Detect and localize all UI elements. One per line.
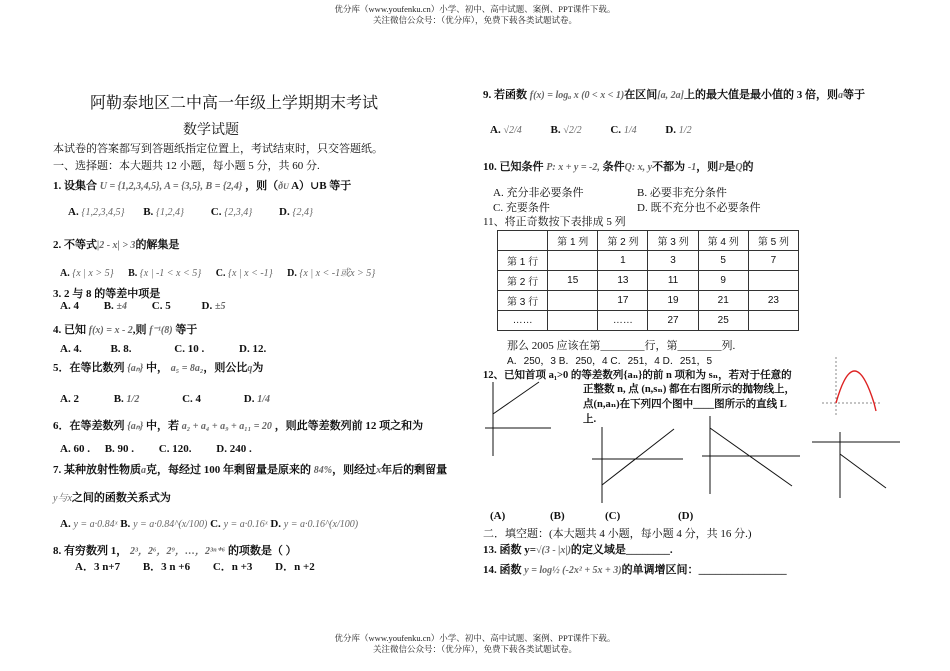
q10-math4: P bbox=[718, 162, 725, 173]
q8-math: 2³，2⁶，2⁹，…，2³ⁿ⁺⁶ bbox=[130, 546, 226, 557]
exam-title: 阿勒泰地区二中高一年级上学期期末考试 bbox=[90, 95, 379, 112]
q3-option-b-label: B. bbox=[103, 300, 114, 312]
q4-option-c: C. 10 . bbox=[174, 343, 205, 355]
header-line-2: 关注微信公众号：（优分库），免费下载各类试题试卷。 bbox=[372, 15, 577, 25]
table-cell bbox=[498, 231, 548, 251]
q2-option-c: {x | x < -1} bbox=[227, 268, 273, 279]
footer-line-1: 优分库（www.youfenku.cn）小学、初中、高中试题、案例、PPT课件下载。 bbox=[334, 633, 616, 643]
table-cell: 第 3 行 bbox=[498, 291, 548, 311]
table-cell bbox=[748, 271, 798, 291]
q6-math2: a₂ + a₄ + a₉ + a₁₁ = 20 bbox=[181, 421, 272, 432]
complement-symbol: ð bbox=[278, 181, 284, 192]
q1-options bbox=[68, 206, 313, 218]
q6-tail2: ，则此等差数列前 12 项之和为 bbox=[274, 420, 424, 432]
q5-tail2: ，则公比 bbox=[203, 362, 248, 374]
q10-prompt: 10. 已知条件 bbox=[483, 161, 544, 173]
table-row bbox=[498, 311, 799, 331]
q5-option-b-label: B. bbox=[113, 393, 124, 405]
q10-tail5: 的 bbox=[742, 161, 754, 173]
q9-option-c-label: C. bbox=[610, 124, 622, 136]
q1-option-a-label: A. bbox=[68, 206, 79, 218]
graph-a bbox=[483, 380, 553, 458]
q2-option-b-label: B. bbox=[128, 268, 138, 279]
table-cell: 第 5 列 bbox=[748, 231, 798, 251]
q4-tail2: 等于 bbox=[175, 324, 198, 336]
table-cell: 第 2 行 bbox=[498, 271, 548, 291]
q9-option-b: √2/2 bbox=[563, 125, 582, 136]
q10-tail3: ，则 bbox=[696, 161, 719, 173]
q7-tail2: ，则经过 bbox=[332, 464, 377, 476]
q7-tail3: 年后的剩留量 bbox=[381, 464, 448, 476]
graph-label-a: (A) bbox=[490, 510, 506, 522]
odd-number-table bbox=[497, 230, 799, 331]
q12-line-c: 点(n,aₙ)在下列四个图中____图所示的直线 L bbox=[583, 399, 787, 410]
q9-option-c: 1/4 bbox=[623, 125, 637, 136]
q5-option-a: A. 2 bbox=[60, 393, 79, 405]
q6-option-d: D. 240 . bbox=[216, 443, 252, 455]
q8-option-c: C．n +3 bbox=[212, 561, 253, 573]
table-cell: …… bbox=[498, 311, 548, 331]
table-cell: 第 3 列 bbox=[648, 231, 698, 251]
q10-option-c: C. 充要条件 bbox=[493, 202, 550, 214]
q5-option-d: 1/4 bbox=[257, 394, 271, 405]
q14-tail: 的单调增区间： bbox=[621, 564, 699, 576]
table-cell bbox=[548, 251, 598, 271]
q12-line-d: 上. bbox=[583, 414, 597, 425]
table-cell: 5 bbox=[698, 251, 748, 271]
table-cell: 23 bbox=[748, 291, 798, 311]
q9-tail2: 上的最大值是最小值的 3 倍，则 bbox=[683, 89, 838, 101]
q5-math3: q bbox=[247, 363, 253, 374]
q6-option-c: C. 120. bbox=[158, 443, 192, 455]
table-cell: 3 bbox=[648, 251, 698, 271]
q2-option-a-label: A. bbox=[60, 268, 70, 279]
q4-math2: f⁻¹(8) bbox=[149, 325, 173, 336]
table-cell: 第 1 行 bbox=[498, 251, 548, 271]
q1-option-b: {1,2,4} bbox=[156, 207, 185, 218]
q2-options bbox=[60, 264, 375, 279]
q8-option-a: A．3 n+7 bbox=[75, 561, 121, 573]
q5-tail3: 为 bbox=[252, 362, 264, 374]
q4-option-a: A. 4. bbox=[60, 343, 82, 355]
q9-math: f(x) = logₐ x (0 < x < 1) bbox=[529, 90, 625, 101]
q6-options bbox=[60, 443, 252, 455]
q4-options bbox=[60, 343, 266, 355]
question-9 bbox=[483, 86, 865, 102]
q10-math5: Q bbox=[735, 162, 743, 173]
q1-tail: ，则（ bbox=[245, 180, 279, 192]
q7-option-d: y = a·0.16^(x/100) bbox=[283, 519, 359, 530]
q5-math: {aₙ} bbox=[127, 363, 144, 374]
question-7 bbox=[53, 461, 447, 477]
table-cell: 7 bbox=[748, 251, 798, 271]
q6-prompt: 6．在等差数列 bbox=[53, 420, 125, 432]
q9-option-a: √2/4 bbox=[503, 125, 522, 136]
q7-var-y: y bbox=[53, 493, 58, 504]
q3-option-c: C. 5 bbox=[151, 300, 171, 312]
question-6 bbox=[53, 417, 423, 433]
question-11: 11、将正奇数按下表排成 5 列 bbox=[483, 216, 626, 228]
q1-option-b-label: B. bbox=[143, 206, 154, 218]
table-cell: 11 bbox=[648, 271, 698, 291]
exam-subtitle: 数学试题 bbox=[183, 123, 239, 138]
q6-math: {aₙ} bbox=[127, 421, 144, 432]
q2-option-b: {x | -1 < x < 5} bbox=[139, 268, 202, 279]
graph-b bbox=[590, 425, 685, 505]
q3-option-d: ±5 bbox=[214, 301, 226, 312]
q1-option-a: {1,2,3,4,5} bbox=[81, 207, 125, 218]
q5-math2: a₅ = 8a₂ bbox=[170, 363, 204, 374]
footer-line-2: 关注微信公众号：（优分库），免费下载各类试题试卷。 bbox=[372, 644, 577, 654]
graph-label-b: (B) bbox=[550, 510, 565, 522]
q2-prompt: 2. 不等式 bbox=[53, 239, 97, 251]
q11-options: A．250，3 B．250，4 C．251，4 D．251，5 bbox=[507, 356, 713, 367]
q8-option-b: B．3 n +6 bbox=[142, 561, 191, 573]
q7-math3: x bbox=[376, 465, 382, 476]
q10-option-a: A. 充分非必要条件 bbox=[493, 187, 584, 199]
header-line-1: 优分库（www.youfenku.cn）小学、初中、高中试题、案例、PPT课件下载。 bbox=[334, 4, 616, 14]
q1-option-d-label: D. bbox=[279, 206, 290, 218]
q4-option-b: B. 8. bbox=[110, 343, 132, 355]
q8-prompt: 8. 有穷数列 1， bbox=[53, 545, 128, 557]
q9-option-a-label: A. bbox=[490, 124, 501, 136]
q2-option-d: {x | x < -1或x > 5} bbox=[299, 268, 376, 279]
q13-prompt: 13. 函数 y= bbox=[483, 544, 537, 556]
q7-math2: 84% bbox=[313, 465, 333, 476]
table-row bbox=[498, 291, 799, 311]
q12-line-b: 正整数 n, 点 (n,sₙ) 都在右图所示的抛物线上， bbox=[583, 384, 795, 395]
q9-option-b-label: B. bbox=[550, 124, 561, 136]
q3-option-a: A. 4 bbox=[60, 300, 79, 312]
table-cell bbox=[748, 311, 798, 331]
q14-answer-blank: ________________ bbox=[698, 564, 787, 576]
q1-option-c-label: C. bbox=[210, 206, 222, 218]
question-2 bbox=[53, 236, 179, 252]
table-cell bbox=[548, 311, 598, 331]
q7-option-a: y = a·0.84ˣ bbox=[73, 519, 118, 530]
q9-tail: 在区间 bbox=[624, 89, 658, 101]
q7-option-c-label: C. bbox=[210, 518, 221, 530]
q7-option-c: y = a·0.16ˣ bbox=[223, 519, 268, 530]
parabola-background bbox=[820, 355, 882, 417]
q7-option-b-label: B. bbox=[120, 518, 131, 530]
question-10 bbox=[483, 158, 754, 174]
q1-option-c: {2,3,4} bbox=[224, 207, 253, 218]
q2-option-d-label: D. bbox=[287, 268, 297, 279]
q6-option-b: B. 90 . bbox=[104, 443, 135, 455]
q1-option-d: {2,4} bbox=[292, 207, 313, 218]
q9-option-d-label: D. bbox=[665, 124, 677, 136]
graph-b-line bbox=[602, 429, 674, 485]
q10-option-d: D. 既不充分也不必要条件 bbox=[637, 202, 761, 214]
graph-d bbox=[810, 430, 902, 500]
q1-math: U = {1,2,3,4,5}, A = {3,5}, B = {2,4} bbox=[99, 181, 243, 192]
q3-option-b: ±4 bbox=[116, 301, 128, 312]
table-cell: 9 bbox=[698, 271, 748, 291]
q9-tail3: 等于 bbox=[842, 89, 865, 101]
q13-tail: 的定义域是________. bbox=[570, 544, 673, 556]
q8-option-d: D．n +2 bbox=[275, 561, 315, 573]
q2-option-a: {x | x > 5} bbox=[72, 268, 114, 279]
table-cell bbox=[548, 291, 598, 311]
table-cell: 1 bbox=[598, 251, 648, 271]
parabola-figure bbox=[820, 355, 882, 417]
q4-tail: ,则 bbox=[132, 324, 147, 336]
q5-option-b: 1/2 bbox=[126, 394, 140, 405]
table-cell: 第 2 列 bbox=[598, 231, 648, 251]
q8-options bbox=[75, 558, 315, 574]
q14-prompt: 14. 函数 bbox=[483, 564, 522, 576]
q1-tail2: A）∪B 等于 bbox=[291, 180, 352, 192]
table-cell: 17 bbox=[598, 291, 648, 311]
q10-option-b: B. 必要非充分条件 bbox=[637, 187, 727, 199]
q10-tail: 条件 bbox=[602, 161, 625, 173]
section-1-heading: 一、选择题：本大题共 12 小题，每小题 5 分，共 60 分. bbox=[53, 160, 320, 172]
q9-option-d: 1/2 bbox=[678, 125, 692, 136]
q13-math: √(3 - |x|) bbox=[536, 545, 571, 556]
table-cell: 19 bbox=[648, 291, 698, 311]
q5-option-d-label: D. bbox=[243, 393, 255, 405]
question-8 bbox=[53, 542, 297, 558]
table-cell: 15 bbox=[548, 271, 598, 291]
q2-math: |2 - x| > 3 bbox=[97, 240, 136, 251]
graph-label-d: (D) bbox=[678, 510, 694, 522]
section-2-heading: 二．填空题：(本大题共 4 小题，每小题 4 分，共 16 分.) bbox=[483, 528, 752, 540]
q7-option-a-label: A. bbox=[60, 518, 71, 530]
q10-tail4: 是 bbox=[724, 161, 736, 173]
q11-question-after: 那么 2005 应该在第________行，第________列. bbox=[507, 340, 736, 352]
question-4 bbox=[53, 321, 197, 337]
table-cell: 第 1 列 bbox=[548, 231, 598, 251]
question-14 bbox=[483, 561, 787, 577]
question-1 bbox=[53, 177, 351, 193]
q3-options bbox=[60, 300, 225, 312]
q5-tail: 中， bbox=[145, 362, 168, 374]
q10-math3: -1 bbox=[687, 162, 697, 173]
q4-math: f(x) = x - 2 bbox=[88, 325, 133, 336]
q6-option-a: A. 60 . bbox=[60, 443, 90, 455]
table-cell: 27 bbox=[648, 311, 698, 331]
graph-label-c: (C) bbox=[605, 510, 621, 522]
q10-math2: Q: x, y bbox=[624, 162, 653, 173]
complement-subscript: U bbox=[283, 182, 289, 191]
graph-c bbox=[700, 414, 802, 496]
q9-options bbox=[490, 124, 692, 136]
graph-a-line bbox=[493, 382, 539, 414]
question-13 bbox=[483, 541, 673, 557]
q6-tail: 中，若 bbox=[145, 420, 179, 432]
table-cell: 13 bbox=[598, 271, 648, 291]
q5-options bbox=[60, 393, 270, 405]
question-7-line-2 bbox=[53, 489, 171, 505]
q7-option-d-label: D. bbox=[270, 518, 282, 530]
q3-option-d-label: D. bbox=[201, 300, 213, 312]
q8-tail: 的项数是（ ） bbox=[227, 545, 297, 557]
q14-math: y = log½ (-2x² + 5x + 3) bbox=[524, 565, 622, 576]
question-3: 3. 2 与 8 的等差中项是 bbox=[53, 288, 161, 300]
q12-line-a: 12、已知首项 a₁>0 的等差数列{aₙ}的前 n 项和为 sₙ，若对于任意的 bbox=[483, 370, 792, 381]
q4-prompt: 4. 已知 bbox=[53, 324, 86, 336]
q10-math: P: x + y = -2, bbox=[546, 162, 600, 173]
table-cell: …… bbox=[598, 311, 648, 331]
q5-prompt: 5．在等比数列 bbox=[53, 362, 125, 374]
q7-tail: 克，每经过 100 年剩留量是原来的 bbox=[146, 464, 311, 476]
q7-option-b: y = a·0.84^(x/100) bbox=[133, 519, 208, 530]
q2-tail: 的解集是 bbox=[135, 239, 180, 251]
q4-option-d: D. 12. bbox=[239, 343, 267, 355]
q7-var-x: 与x bbox=[57, 493, 72, 504]
table-row bbox=[498, 271, 799, 291]
q1-prompt: 1. 设集合 bbox=[53, 180, 97, 192]
q7-prompt: 7. 某种放射性物质 bbox=[53, 464, 141, 476]
table-cell: 21 bbox=[698, 291, 748, 311]
q5-option-c: C. 4 bbox=[182, 393, 202, 405]
question-5 bbox=[53, 359, 263, 375]
table-row bbox=[498, 251, 799, 271]
q9-math3: a bbox=[837, 90, 843, 101]
exam-instruction: 本试卷的答案都写到答题纸指定位置上，考试结束时，只交答题纸。 bbox=[53, 143, 383, 155]
table-cell: 第 4 列 bbox=[698, 231, 748, 251]
q7-math: a bbox=[141, 465, 146, 476]
q9-math2: [a, 2a] bbox=[657, 90, 684, 101]
q10-tail2: 不都为 bbox=[652, 161, 686, 173]
q9-prompt: 9. 若函数 bbox=[483, 89, 527, 101]
graph-c-line bbox=[710, 428, 792, 486]
q2-option-c-label: C. bbox=[215, 268, 226, 279]
table-cell: 25 bbox=[698, 311, 748, 331]
q7-line2: 之间的函数关系式为 bbox=[71, 492, 171, 504]
table-row bbox=[498, 231, 799, 251]
q7-options bbox=[60, 518, 358, 530]
graph-d-line bbox=[840, 454, 886, 488]
